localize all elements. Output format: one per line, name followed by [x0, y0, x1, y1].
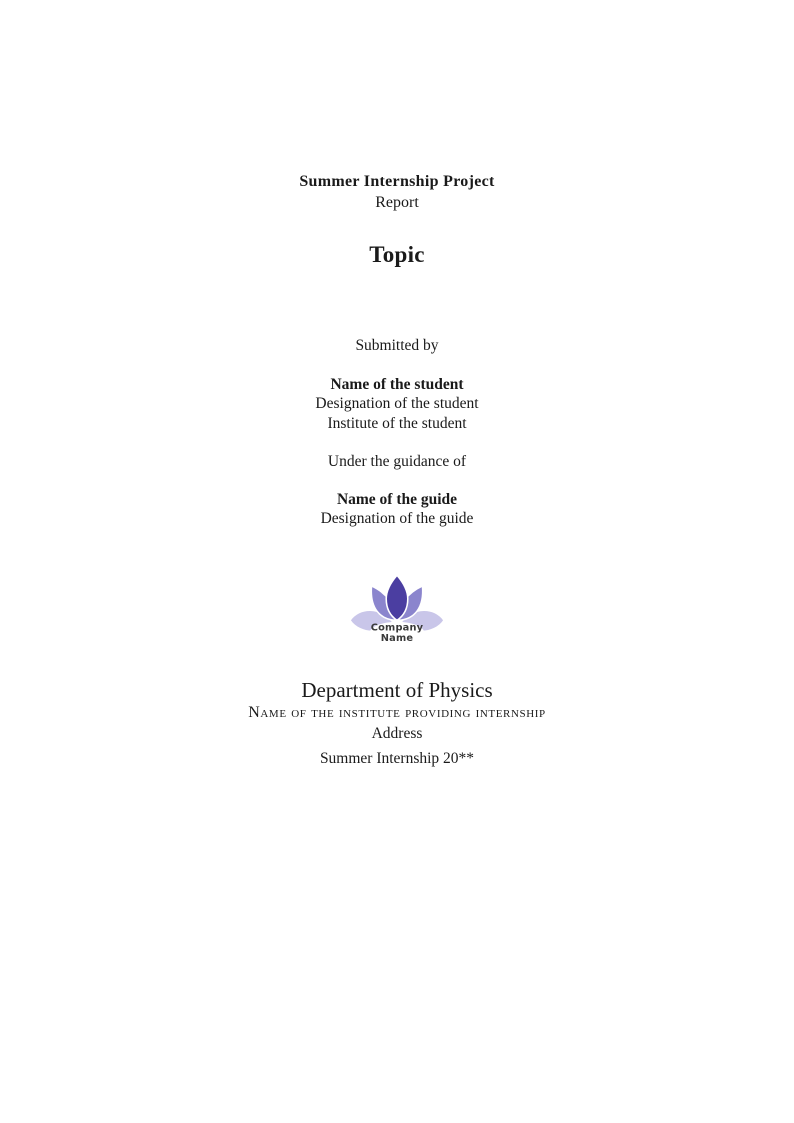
- department-title: Department of Physics: [301, 678, 493, 702]
- logo-company-text: Company: [370, 622, 424, 634]
- institute-name: Name of the institute providing internship: [248, 704, 546, 721]
- internship-session: Summer Internship 20**: [319, 750, 475, 767]
- student-institute: Institute of the student: [327, 414, 467, 432]
- report-series-title: Summer Internship Project: [299, 173, 495, 190]
- company-logo: [348, 574, 446, 644]
- guidance-label: Under the guidance of: [327, 453, 467, 470]
- student-block: [0, 375, 794, 433]
- guide-block: [0, 490, 794, 529]
- logo-name-text: Name: [380, 632, 414, 644]
- student-designation: Designation of the student: [315, 395, 479, 413]
- lotus-center-petal: [386, 575, 408, 620]
- guide-designation: Designation of the guide: [320, 510, 474, 528]
- lotus-logo-icon: [348, 574, 446, 644]
- institute-address: Address: [371, 725, 423, 742]
- student-name: Name of the student: [330, 376, 464, 393]
- topic-title: Topic: [369, 242, 425, 267]
- guide-name: Name of the guide: [336, 491, 458, 508]
- report-subtitle: Report: [375, 194, 419, 211]
- submitted-by-label: Submitted by: [355, 337, 439, 354]
